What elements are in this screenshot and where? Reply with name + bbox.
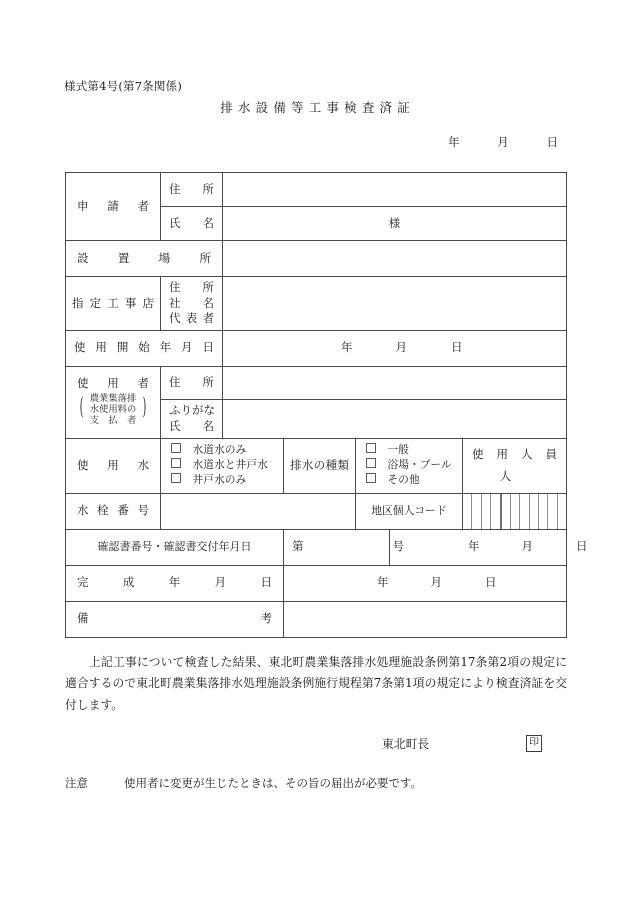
- document-title: 排水設備等工事検査済証: [220, 100, 415, 115]
- completion-date-placeholders: [284, 575, 566, 591]
- drain-type-label-cell: [284, 438, 356, 493]
- table-row: [66, 601, 567, 637]
- header-date-day: 日: [546, 135, 558, 149]
- confirmation-number-prefix: 第: [292, 539, 304, 554]
- seal-icon: 印: [526, 735, 542, 752]
- signer-name: 東北町長: [382, 737, 430, 751]
- drain-type-label: 排 水 の 種 類: [290, 457, 349, 472]
- contractor-input[interactable]: [223, 277, 567, 331]
- district-code-label: 地区個人コード: [371, 503, 447, 517]
- applicant-name-suffix: 様: [388, 215, 401, 230]
- water-source-option-3[interactable]: 井戸水のみ: [171, 473, 283, 488]
- occupants-label: 使 用 人 員: [472, 446, 558, 461]
- code-cell[interactable]: [463, 494, 472, 529]
- remarks-label: 備 考: [77, 611, 272, 626]
- confirmation-number-placeholders: [284, 539, 404, 555]
- signature-line: [382, 735, 542, 752]
- water-source-options-cell: [161, 438, 284, 493]
- start-date-label: 使 用 開 始 年 月 日: [74, 340, 214, 355]
- user-note-line-2: 水使用料の: [89, 403, 137, 415]
- checkbox-icon[interactable]: [366, 473, 376, 483]
- start-date-year: 年: [341, 340, 353, 355]
- contractor-label: 指 定 工 事 店: [72, 295, 154, 310]
- code-cell[interactable]: [558, 494, 566, 529]
- header-date-year: 年: [448, 135, 460, 149]
- table-row: [66, 330, 567, 366]
- district-code-label-cell: [356, 493, 463, 529]
- drain-type-option-2[interactable]: 浴場・プール: [366, 458, 462, 473]
- confirmation-label: 確認書番号・確認書交付年月日: [97, 539, 252, 553]
- checkbox-icon[interactable]: [366, 443, 376, 453]
- code-cell[interactable]: [530, 494, 539, 529]
- completion-date-label: 完 成 年 月 日: [77, 575, 272, 590]
- checkbox-icon[interactable]: [171, 458, 181, 468]
- user-label-block: [66, 373, 160, 431]
- applicant-label: 申 請 者: [77, 198, 149, 213]
- confirmation-number-input[interactable]: [284, 529, 404, 565]
- user-address-label-cell: [161, 366, 223, 399]
- tap-number-input[interactable]: [161, 493, 356, 529]
- checkbox-icon[interactable]: [171, 473, 181, 483]
- applicant-name-input[interactable]: [223, 207, 567, 241]
- drain-type-options: [356, 439, 462, 492]
- install-location-input[interactable]: [223, 241, 567, 277]
- user-address-input[interactable]: [223, 366, 567, 399]
- remarks-input[interactable]: [284, 601, 567, 637]
- drain-type-option-3[interactable]: その他: [366, 473, 462, 488]
- applicant-address-label: 住 所: [169, 181, 214, 196]
- confirmation-date-placeholders: [390, 539, 588, 555]
- install-location-label-cell: [66, 241, 223, 277]
- user-label: 使 用 者: [77, 376, 149, 391]
- user-name-label: 氏 名: [169, 418, 214, 433]
- drain-type-options-cell: [356, 438, 463, 493]
- footer-note-text: 使用者に変更が生じたときは、その旨の届出が必要です。: [124, 776, 423, 790]
- tap-number-label: 水 栓 番 号: [77, 503, 149, 518]
- contractor-label-cell: [66, 277, 161, 331]
- start-date-placeholders: [223, 340, 566, 356]
- code-cell[interactable]: [520, 494, 529, 529]
- code-cell[interactable]: [491, 494, 501, 529]
- footer-note: [65, 775, 422, 791]
- install-location-label: 設 置 場 所: [77, 250, 211, 265]
- water-source-label: 使 用 水: [77, 457, 149, 472]
- user-note-line-3: 支 払 者: [89, 414, 137, 426]
- table-row: [66, 565, 567, 601]
- start-date-input[interactable]: [223, 330, 567, 366]
- header-date-line: [448, 134, 558, 150]
- completion-date-label-cell: [66, 565, 284, 601]
- start-date-day: 日: [451, 340, 463, 355]
- confirmation-date-month: 月: [521, 539, 533, 554]
- footer-note-label: 注意: [65, 776, 88, 790]
- district-code-grid: [463, 494, 566, 529]
- user-address-label: 住 所: [169, 374, 214, 389]
- water-source-options: [161, 439, 283, 492]
- code-cell[interactable]: [472, 494, 481, 529]
- code-cell[interactable]: [511, 494, 520, 529]
- start-date-label-cell: [66, 330, 223, 366]
- contractor-sublabels: [161, 277, 222, 330]
- user-furigana-label: ふりがな: [169, 403, 215, 418]
- table-row: [66, 366, 567, 399]
- applicant-name-label-cell: [161, 207, 223, 241]
- table-row: [66, 173, 567, 207]
- completion-date-input[interactable]: [284, 565, 567, 601]
- occupants-cell[interactable]: [463, 438, 567, 493]
- table-row: [66, 277, 567, 331]
- confirmation-date-year: 年: [468, 539, 480, 554]
- checkbox-icon[interactable]: [171, 443, 181, 453]
- district-code-cells[interactable]: [463, 493, 567, 529]
- table-row: [66, 241, 567, 277]
- applicant-address-label-cell: [161, 173, 223, 207]
- contractor-representative-label: 代 表 者: [169, 311, 214, 326]
- remarks-label-cell: [66, 601, 284, 637]
- drain-type-option-1[interactable]: 一般: [366, 443, 462, 458]
- user-name-input[interactable]: [223, 399, 567, 438]
- checkbox-icon[interactable]: [366, 458, 376, 468]
- water-source-label-cell: [66, 438, 161, 493]
- water-source-option-2[interactable]: 水道水と井戸水: [171, 458, 283, 473]
- occupants-unit: 人: [499, 469, 512, 484]
- confirmation-number-suffix: 号: [392, 539, 404, 554]
- code-cell[interactable]: [482, 494, 491, 529]
- contractor-company-label: 社 名: [169, 295, 214, 310]
- applicant-address-input[interactable]: [223, 173, 567, 207]
- user-note-line-1: 農業集落排: [89, 392, 137, 404]
- tap-number-label-cell: [66, 493, 161, 529]
- code-cell[interactable]: [548, 494, 557, 529]
- table-row: [66, 493, 567, 529]
- code-cell[interactable]: [502, 494, 511, 529]
- contractor-sublabel-cell: [161, 277, 223, 331]
- completion-date-day: 日: [485, 575, 497, 590]
- user-label-cell: [66, 366, 161, 438]
- completion-date-month: 月: [430, 575, 442, 590]
- occupants-block: [463, 444, 566, 488]
- user-note-paren-left: (: [79, 393, 84, 422]
- confirmation-date-input[interactable]: [390, 529, 588, 565]
- code-cell[interactable]: [539, 494, 548, 529]
- table-row: [66, 438, 567, 493]
- form-number: 様式第4号(第7条関係): [64, 79, 183, 93]
- start-date-month: 月: [395, 340, 407, 355]
- confirmation-label-cell: [66, 529, 284, 565]
- user-name-labels: [161, 400, 222, 437]
- contractor-address-label: 住 所: [169, 280, 214, 294]
- table-row: [66, 529, 567, 565]
- user-name-label-cell: [161, 399, 223, 438]
- user-note: [79, 394, 148, 427]
- applicant-label-cell: [66, 173, 161, 241]
- confirmation-date-day: 日: [576, 539, 588, 554]
- applicant-name-label: 氏 名: [169, 215, 214, 230]
- header-date-month: 月: [497, 135, 509, 149]
- body-paragraph: 上記工事について検査した結果、東北町農業集落排水処理施設条例第17条第2項の規定に適合するので東北町農業集落排水処理施設条例施行規程第7条第1項の規定により検査済証を交付します。: [65, 655, 567, 712]
- user-note-paren-right: ): [142, 393, 147, 422]
- completion-date-year: 年: [377, 575, 389, 590]
- water-source-option-1[interactable]: 水道水のみ: [171, 443, 283, 458]
- certificate-table: [65, 172, 588, 638]
